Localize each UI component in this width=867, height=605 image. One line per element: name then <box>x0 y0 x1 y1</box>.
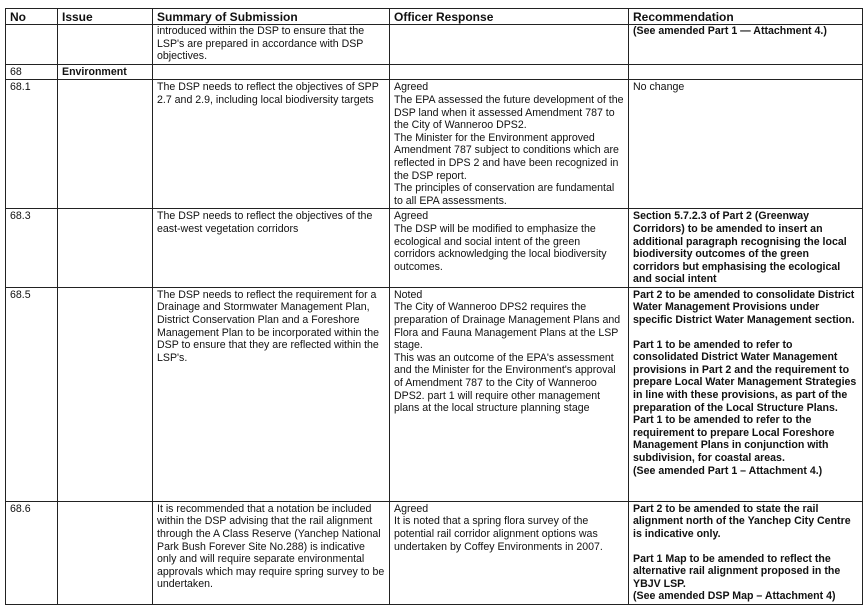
response-line: Agreed <box>394 81 429 94</box>
table-row <box>6 287 863 501</box>
row-no: 68.5 <box>6 287 58 501</box>
cell-recommendation: (See amended Part 1 — Attachment 4.) <box>629 25 863 65</box>
row-issue <box>58 209 153 288</box>
section-row <box>6 64 863 80</box>
section-issue: Environment <box>58 64 153 80</box>
row-response <box>390 287 629 501</box>
response-line: The EPA assessed the future development of the DSP land when it assessed Amendment 787 to the City of Wanneroo DPS2. <box>394 93 624 132</box>
response-line: Noted <box>394 288 423 301</box>
response-line: The principles of conservation are fundamental to all EPA assessments. <box>394 182 615 207</box>
row-recommendation: No change <box>629 80 863 209</box>
recommendation-paragraph: Part 2 to be amended to consolidate District Water Management Provisions under specific District Water Management section. <box>633 288 855 327</box>
row-summary: The DSP needs to reflect the objectives of SPP 2.7 and 2.9, including local biodiversity targets <box>153 80 390 209</box>
row-issue <box>58 501 153 604</box>
row-recommendation <box>629 501 863 604</box>
header-response: Officer Response <box>390 9 629 25</box>
continuation-row <box>6 25 863 65</box>
table-row <box>6 80 863 209</box>
row-issue <box>58 287 153 501</box>
header-recommendation: Recommendation <box>629 9 863 25</box>
recommendation-paragraph: (See amended Part 1 – Attachment 4.) <box>633 464 823 477</box>
row-summary: The DSP needs to reflect the requirement for a Drainage and Stormwater Management Plan, District Conservation Plan and a Foreshore Management Plan to be incorporated within the DSP to ensure that they are reflected within the LSP's. <box>153 287 390 501</box>
response-line: The DSP will be modified to emphasize the ecological and social intent of the green corridors acknowledging the local biodiversity outcomes. <box>394 222 607 273</box>
submissions-table-page <box>5 8 862 605</box>
response-line: It is noted that a spring flora survey of the potential rail corridor alignment options was undertaken by Coffey Environments in 2007. <box>394 515 603 553</box>
row-recommendation <box>629 287 863 501</box>
response-line: The Minister for the Environment approved Amendment 787 subject to conditions which are reflected in DPS 2 and have been recognized in the DSP report. <box>394 131 619 182</box>
response-line: Agreed <box>394 210 429 223</box>
row-response <box>390 80 629 209</box>
row-summary: It is recommended that a notation be included within the DSP advising that the rail alignment through the A Class Reserve (Yanchep National Park Bush Forever Site No.288) is indicative only and will require separate environmental approvals which may require spring survey to be undertaken. <box>153 501 390 604</box>
response-line: This was an outcome of the EPA's assessment and the Minister for the Environment's approval of Amendment 787 to the City of Wanneroo DPS2. part 1 will require other management plans at the local structure planning stage <box>394 351 616 415</box>
cell-response <box>390 64 629 80</box>
cell-issue <box>58 25 153 65</box>
row-issue <box>58 80 153 209</box>
cell-summary: introduced within the DSP to ensure that the LSP's are prepared in accordance with DSP objectives. <box>153 25 390 65</box>
recommendation-paragraph: Part 1 Map to be amended to reflect the alternative rail alignment proposed in the YBJV LSP. <box>633 552 841 590</box>
table-row <box>6 209 863 288</box>
row-no: 68.6 <box>6 501 58 604</box>
section-no: 68 <box>6 64 58 80</box>
row-no: 68.1 <box>6 80 58 209</box>
response-line: The City of Wanneroo DPS2 requires the preparation of Drainage Management Plans and Flora and Fauna Management Plans at the LSP stage. <box>394 301 621 352</box>
table-row <box>6 501 863 604</box>
row-recommendation: Section 5.7.2.3 of Part 2 (Greenway Corridors) to be amended to insert an additional paragraph recognising the local biodiversity outcomes of the green corridors but emphasising the ecological and social intent <box>629 209 863 288</box>
header-no: No <box>6 9 58 25</box>
cell-summary <box>153 64 390 80</box>
recommendation-paragraph: Part 1 to be amended to refer to consolidated District Water Management provisions in Part 2 and the requirement to prepare Local Water Management Strategies in line with these provisions, as part of the preparation of the Local Structure Plans. <box>633 338 857 414</box>
recommendation-paragraph: (See amended DSP Map – Attachment 4) <box>633 590 836 603</box>
cell-response <box>390 25 629 65</box>
cell-recommendation <box>629 64 863 80</box>
response-line: Agreed <box>394 502 429 515</box>
header-issue: Issue <box>58 9 153 25</box>
header-row <box>6 9 863 25</box>
cell-no <box>6 25 58 65</box>
recommendation-paragraph: Part 1 to be amended to refer to the requirement to prepare Local Foreshore Management Plans in conjunction with subdivision, for coastal areas. <box>633 414 835 464</box>
row-response <box>390 501 629 604</box>
submissions-table <box>5 8 863 605</box>
row-no: 68.3 <box>6 209 58 288</box>
recommendation-paragraph: Part 2 to be amended to state the rail alignment north of the Yanchep City Centre is indicative only. <box>633 502 851 541</box>
header-summary: Summary of Submission <box>153 9 390 25</box>
row-response <box>390 209 629 288</box>
row-summary: The DSP needs to reflect the objectives of the east-west vegetation corridors <box>153 209 390 288</box>
